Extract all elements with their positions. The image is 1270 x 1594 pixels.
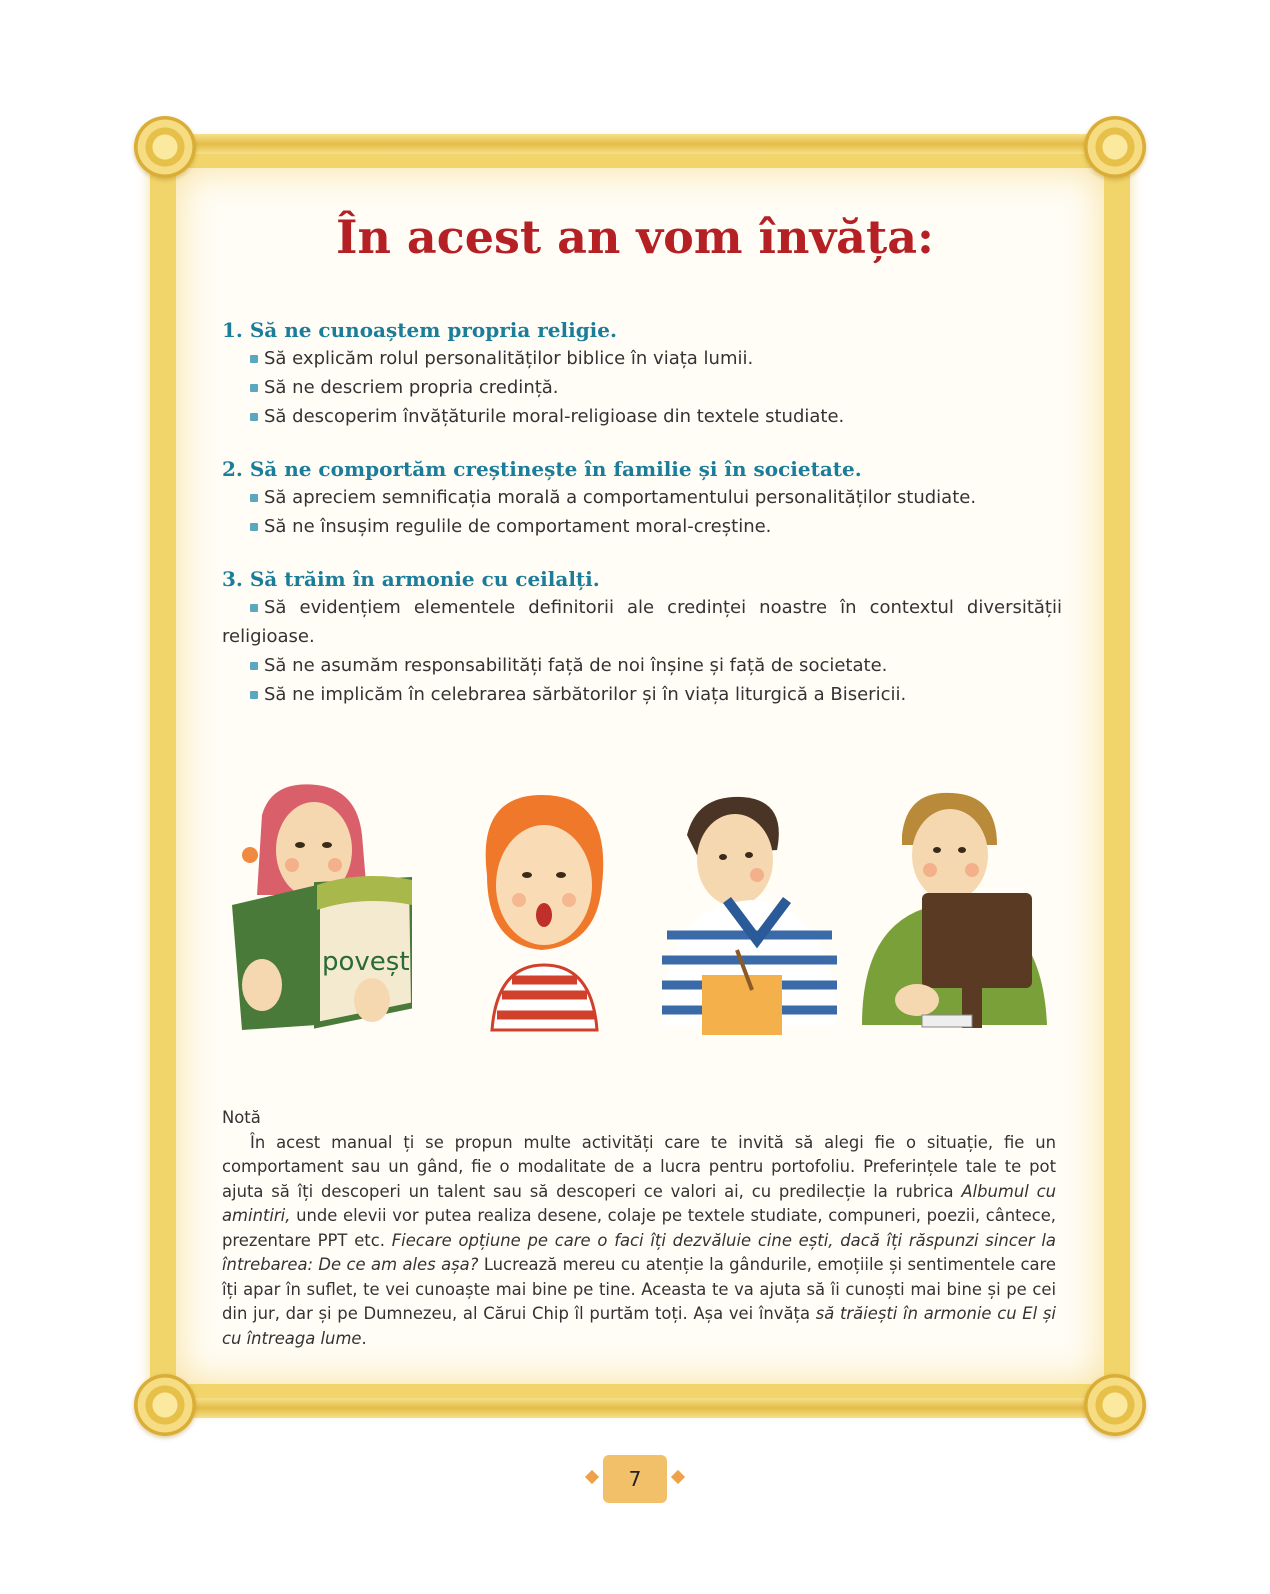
objectives-list [222,318,1062,735]
illustrations-row [222,775,1062,1045]
scroll-curl-icon [134,116,196,178]
page-number-badge [585,1455,685,1503]
section-heading: 3. Să trăim în armonie cu ceilalți. [222,567,600,591]
singing-girl-illustration [447,775,637,1045]
scroll-bottom-rod [180,1398,1100,1418]
boy-writing-illustration [657,775,847,1045]
list-item: Să ne însușim regulile de comportament moral-creștine. [222,512,1062,541]
scroll-curl-icon [134,1374,196,1436]
list-item: Să ne implicăm în celebrarea sărbătorilor și în viața liturgică a Bisericii. [222,680,1062,709]
section-heading: 1. Să ne cunoaștem propria religie. [222,318,617,342]
scroll-curl-icon [1084,1374,1146,1436]
section-heading: 2. Să ne comportăm creștinește în familie și în societate. [222,457,862,481]
book-label: povești [322,947,412,977]
bullet-icon [250,691,258,699]
list-item: Să ne asumăm responsabilități față de noi înșine și față de societate. [222,651,1062,680]
note-section [222,1106,1056,1351]
list-item: Să explicăm rolul personalităților biblice în viața lumii. [222,344,1062,373]
list-item: Să descoperim învățăturile moral-religioase din textele studiate. [222,402,1062,431]
bullet-icon [250,355,258,363]
bullet-icon [250,523,258,531]
note-text: În acest manual ți se propun multe activități care te invită să alegi fie o situație, fie un comportament sau un gând, fie o modalitate de a lucra pentru portofoliu. Preferințele tale te pot ajuta să îți descoperi un talent sau să descoperi ce valori ai, cu predilecție la rubrica Albumul cu amintiri, unde elevii vor putea realiza desene, colaje pe textele studiate, compuneri, poezii, cântece, prezentare PPT etc. Fiecare opțiune pe care o faci îți dezvăluie cine ești, dacă îți răspunzi sincer la întrebarea: De ce am ales așa? Lucrează mereu cu atenție la gândurile, emoțiile și sentimentele care îți apar în suflet, te vei cunoaște mai bine pe tine. Aceasta te va ajuta să îi cunoști mai bine și pe cei din jur, dar și pe Dumnezeu, al Cărui Chip îl purtăm toți. Așa vei învăța să trăiești în armonie cu El și cu întreaga lume. [222,1132,1056,1348]
bullet-icon [250,494,258,502]
bullet-icon [250,604,258,612]
section-3 [222,567,1062,709]
bullet-icon [250,662,258,670]
section-2 [222,457,1062,541]
note-label: Notă [222,1108,261,1127]
scroll-curl-icon [1084,116,1146,178]
scroll-top-rod [180,134,1100,154]
page-title: În acest an vom învăța: [335,210,935,264]
bullet-icon [250,384,258,392]
list-item: Să apreciem semnificația morală a comportamentului personalităților studiate. [222,483,1062,512]
diamond-icon [671,1470,685,1484]
page-number: 7 [603,1455,667,1503]
list-item: Să evidențiem elementele definitorii ale credinței noastre în contextul diversității religioase. [222,597,1062,647]
boy-computer-illustration [862,775,1052,1045]
list-item: Să ne descriem propria credință. [222,373,1062,402]
girl-reading-illustration [222,775,412,1045]
section-1 [222,318,1062,431]
diamond-icon [585,1470,599,1484]
bullet-icon [250,413,258,421]
